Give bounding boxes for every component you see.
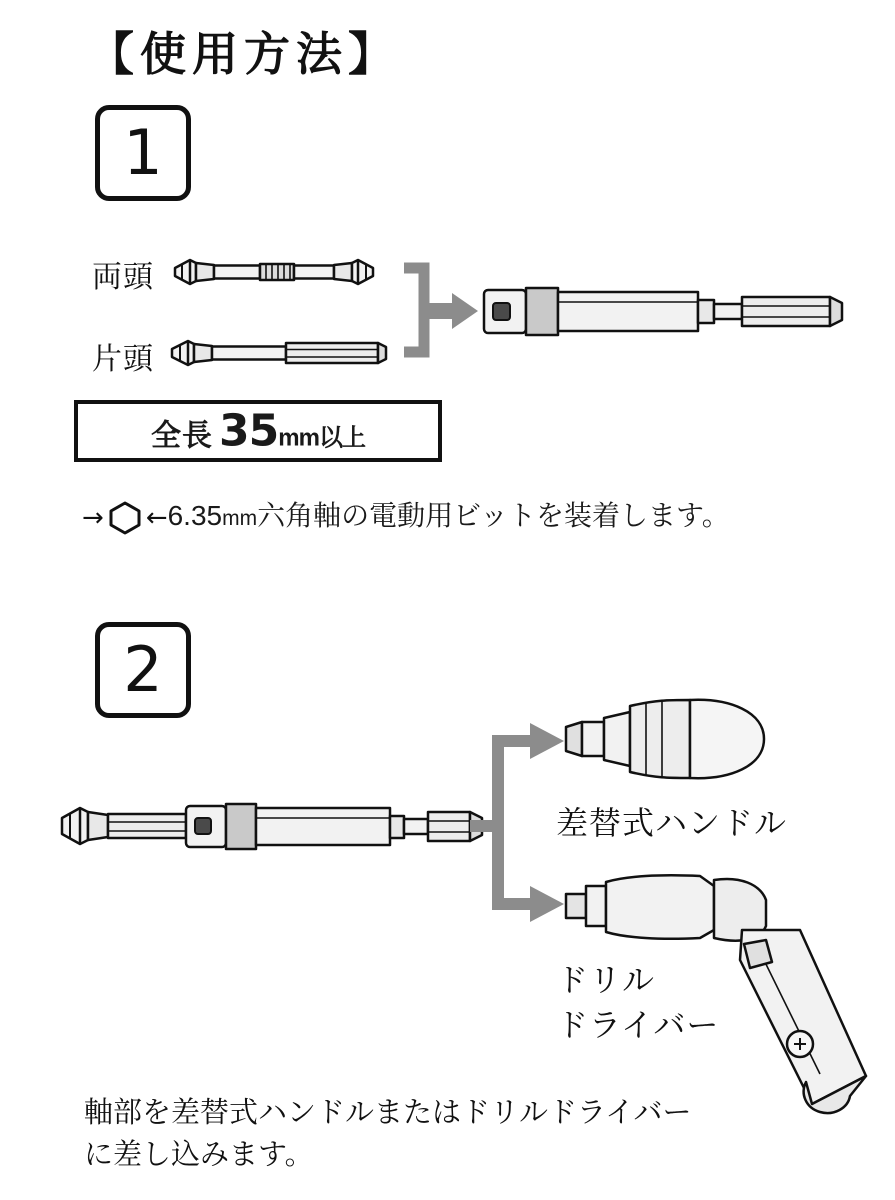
extension-adapter-illustration bbox=[484, 288, 842, 335]
single-head-bit-illustration bbox=[172, 341, 386, 365]
length-prefix: 全長 bbox=[151, 419, 214, 453]
label-drill-driver-line1: ドリル bbox=[556, 962, 656, 998]
hex-note-rest: 六角軸の電動用ビットを装着します。 bbox=[257, 500, 730, 531]
step-1-number-box bbox=[95, 105, 191, 201]
hex-note-text bbox=[168, 493, 730, 542]
label-double-head-bit: 両頭 bbox=[92, 261, 154, 294]
bracket-arrow-icon bbox=[404, 268, 424, 352]
hex-size-unit: mm bbox=[222, 507, 258, 530]
length-unit: mm以上 bbox=[278, 424, 365, 452]
step2-assembly-illustration bbox=[62, 804, 482, 849]
label-single-head-bit: 片頭 bbox=[92, 343, 154, 376]
arrow-right-icon-step1 bbox=[424, 293, 478, 329]
arrow-left-icon: ← bbox=[145, 502, 168, 533]
step-2-description-line1: 軸部を差替式ハンドルまたはドリルドライバー bbox=[84, 1097, 692, 1129]
length-value: 35 bbox=[219, 405, 279, 457]
interchangeable-handle-illustration bbox=[566, 700, 764, 778]
step-2-number-box bbox=[95, 622, 191, 718]
label-interchangeable-handle: 差替式ハンドル bbox=[556, 805, 788, 841]
hex-size-value: 6.35 bbox=[167, 500, 223, 531]
length-callout-box bbox=[74, 400, 442, 462]
branch-arrows-icon bbox=[470, 723, 564, 922]
double-head-bit-illustration bbox=[175, 260, 373, 284]
hex-shank-note bbox=[82, 493, 730, 539]
step-2-number: 2 bbox=[123, 633, 163, 706]
arrow-right-icon: → bbox=[82, 502, 104, 533]
step-2-description-line2: に差し込みます。 bbox=[84, 1139, 314, 1171]
hexagon-icon bbox=[104, 495, 146, 541]
step-1-number: 1 bbox=[123, 116, 163, 189]
label-drill-driver-line2: ドライバー bbox=[556, 1007, 720, 1043]
page-title: 【使用方法】 bbox=[88, 28, 400, 80]
